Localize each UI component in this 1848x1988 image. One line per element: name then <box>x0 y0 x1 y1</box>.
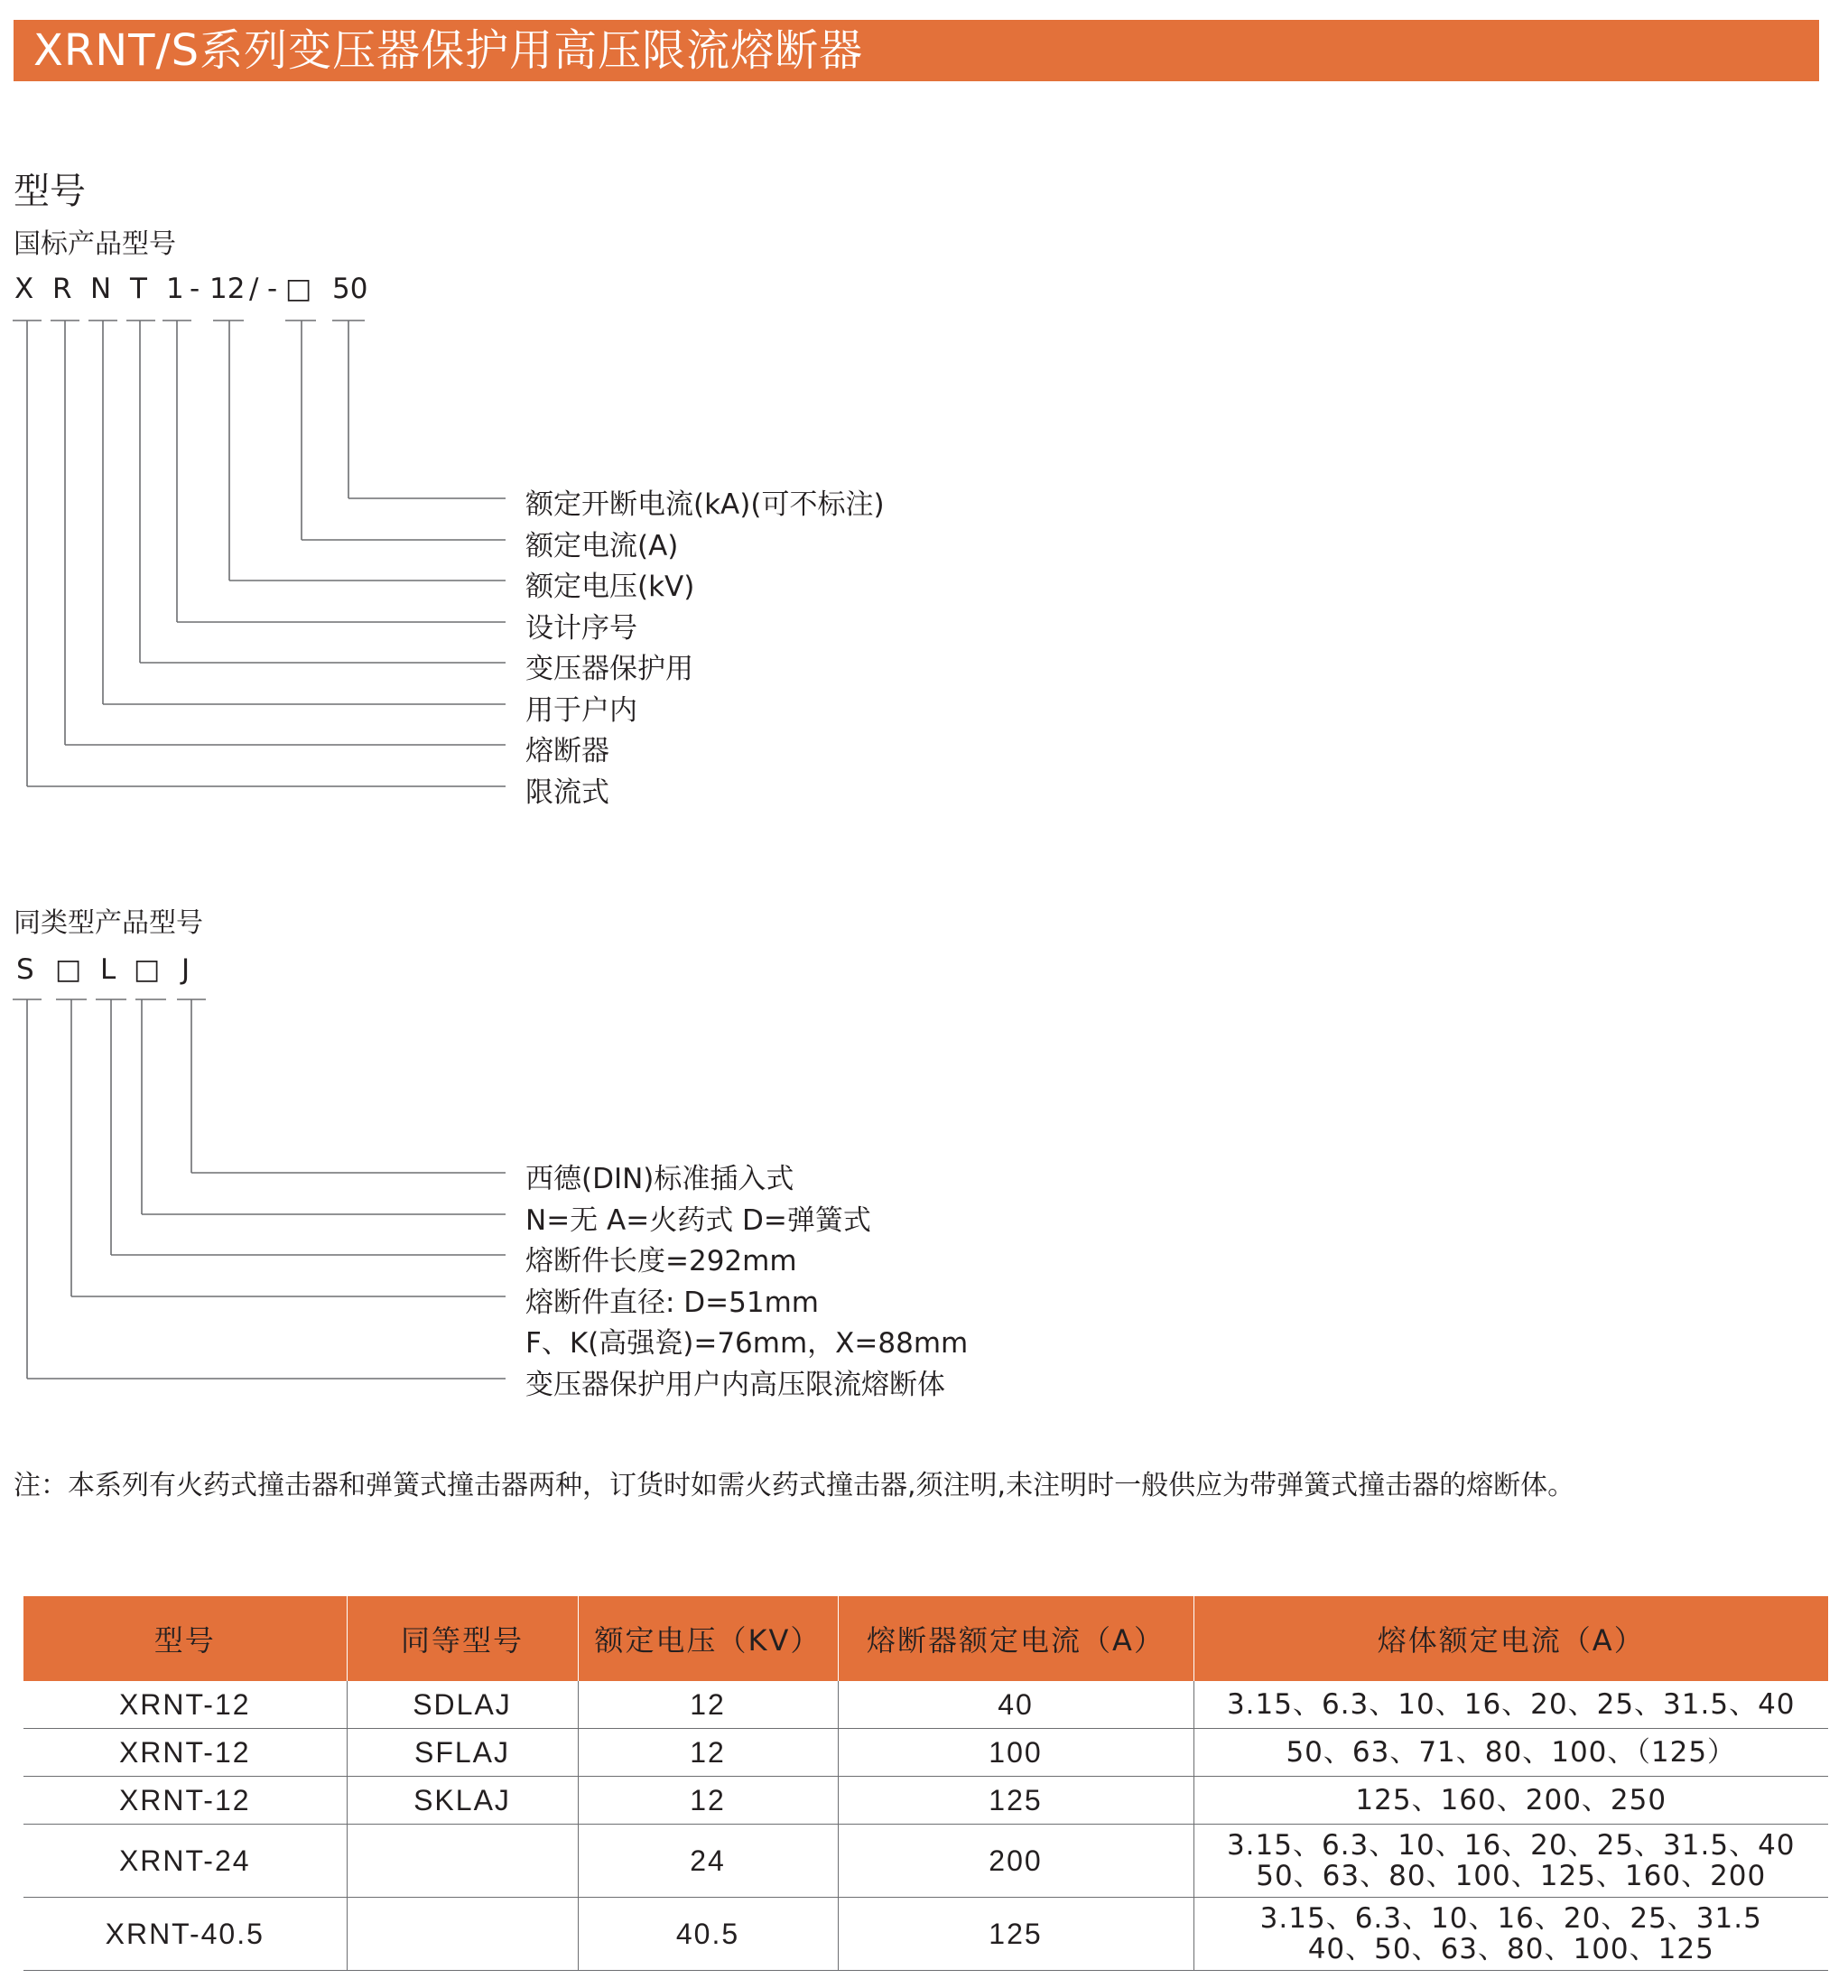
col-model: 型号 <box>23 1596 347 1681</box>
code-part-n: N <box>90 273 112 305</box>
col-element-current: 熔体额定电流（A） <box>1193 1596 1828 1681</box>
element-current-line: 3.15、6.3、10、16、20、25、31.5 <box>1259 1902 1762 1935</box>
table-row <box>23 1777 1828 1825</box>
desc-indoor: 用于户内 <box>525 694 637 727</box>
code-part-dash: - <box>190 273 200 305</box>
section-heading: 型号 <box>14 171 86 212</box>
table-row <box>23 1825 1828 1898</box>
desc-fuse-body: 变压器保护用户内高压限流熔断体 <box>525 1369 945 1401</box>
similar-code-s: S <box>16 953 34 986</box>
cell-element-current <box>1193 1777 1828 1825</box>
cell-voltage: 12 <box>578 1777 838 1825</box>
cell-equiv: SDLAJ <box>347 1681 578 1729</box>
cell-equiv: SFLAJ <box>347 1729 578 1777</box>
similar-code-l: L <box>100 953 116 986</box>
similar-subheading: 同类型产品型号 <box>14 907 203 939</box>
element-current-line: 40、50、63、80、100、125 <box>1307 1933 1714 1965</box>
desc-ceramic-diameter: F、K(高强瓷)=76mm，X=88mm <box>525 1327 969 1360</box>
desc-breaking-current: 额定开断电流(kA)(可不标注) <box>525 488 885 521</box>
code-part-dash-2: - <box>267 273 278 305</box>
cell-fuse-current: 100 <box>838 1729 1193 1777</box>
col-rated-voltage: 额定电压（KV） <box>578 1596 838 1681</box>
cell-voltage: 24 <box>578 1825 838 1898</box>
cell-model: XRNT-12 <box>23 1729 347 1777</box>
national-subheading: 国标产品型号 <box>14 228 176 260</box>
cell-element-current <box>1193 1825 1828 1898</box>
code-part-placeholder-box: □ <box>285 273 312 305</box>
desc-rated-current: 额定电流(A) <box>525 530 679 562</box>
cell-equiv: SKLAJ <box>347 1777 578 1825</box>
desc-fuse-diameter: 熔断件直径: D=51mm <box>525 1287 819 1319</box>
col-equiv-model: 同等型号 <box>347 1596 578 1681</box>
cell-model: XRNT-24 <box>23 1825 347 1898</box>
cell-element-current <box>1193 1729 1828 1777</box>
element-current-line: 3.15、6.3、10、16、20、25、31.5、40 <box>1226 1829 1796 1862</box>
cell-model: XRNT-12 <box>23 1777 347 1825</box>
desc-fuse-length: 熔断件长度=292mm <box>525 1245 797 1277</box>
table-row <box>23 1898 1828 1971</box>
element-current-line: 50、63、80、100、125、160、200 <box>1256 1860 1767 1892</box>
code-part-r: R <box>52 273 72 305</box>
page-title: XRNT/S系列变压器保护用高压限流熔断器 <box>33 25 864 76</box>
element-current-line: 50、63、71、80、100、（125） <box>1286 1736 1737 1769</box>
cell-voltage: 12 <box>578 1681 838 1729</box>
cell-element-current <box>1193 1681 1828 1729</box>
col-fuse-current: 熔断器额定电流（A） <box>838 1596 1193 1681</box>
cell-model: XRNT-40.5 <box>23 1898 347 1971</box>
code-part-50: 50 <box>332 273 368 305</box>
code-part-x: X <box>14 273 34 305</box>
similar-code-j: J <box>181 953 190 986</box>
similar-code-box-1: □ <box>55 953 82 986</box>
code-part-slash: / <box>249 273 259 305</box>
cell-fuse-current: 40 <box>838 1681 1193 1729</box>
desc-din-insert: 西德(DIN)标准插入式 <box>525 1163 794 1195</box>
desc-current-limiting: 限流式 <box>525 776 609 809</box>
cell-voltage: 12 <box>578 1729 838 1777</box>
cell-element-current <box>1193 1898 1828 1971</box>
element-current-line: 3.15、6.3、10、16、20、25、31.5、40 <box>1226 1688 1796 1721</box>
desc-design-number: 设计序号 <box>525 612 637 645</box>
table-row <box>23 1729 1828 1777</box>
cell-equiv <box>347 1825 578 1898</box>
spec-table <box>23 1596 1828 1971</box>
ordering-note: 注：本系列有火药式撞击器和弹簧式撞击器两种，订货时如需火药式撞击器,须注明,未注明时一般供应为带弹簧式撞击器的熔断体。 <box>14 1470 1575 1501</box>
cell-voltage: 40.5 <box>578 1898 838 1971</box>
table-row <box>23 1681 1828 1729</box>
desc-fuse: 熔断器 <box>525 735 609 767</box>
code-part-12: 12 <box>209 273 246 305</box>
desc-rated-voltage: 额定电压(kV) <box>525 571 695 603</box>
cell-fuse-current: 125 <box>838 1777 1193 1825</box>
cell-equiv <box>347 1898 578 1971</box>
code-part-t: T <box>130 273 147 305</box>
code-part-1: 1 <box>166 273 184 305</box>
similar-code-box-2: □ <box>134 953 161 986</box>
cell-fuse-current: 125 <box>838 1898 1193 1971</box>
desc-transformer-protection: 变压器保护用 <box>525 653 693 685</box>
desc-striker-type: N=无 A=火药式 D=弹簧式 <box>525 1204 871 1237</box>
cell-model: XRNT-12 <box>23 1681 347 1729</box>
element-current-line: 125、160、200、250 <box>1355 1784 1667 1816</box>
table-header-row <box>23 1596 1828 1681</box>
cell-fuse-current: 200 <box>838 1825 1193 1898</box>
